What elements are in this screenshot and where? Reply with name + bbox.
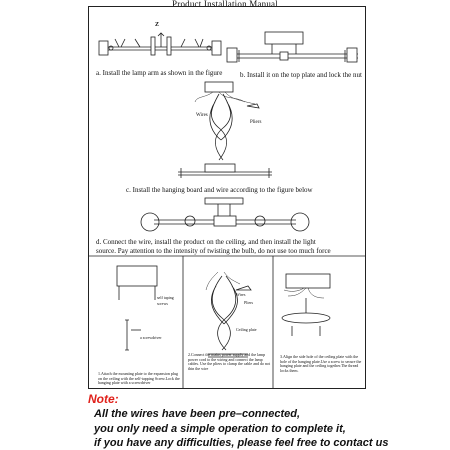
screws-label: screws xyxy=(157,301,168,306)
ceiling-plate-label: Ceiling plate xyxy=(236,327,257,332)
panel2-caption: 2.Connect the mains power supply and the lamp power cord to the wiring and connect the lamp cables. Use the pliers to clamp the cable and do not thin the wire xyxy=(188,352,271,371)
step-a-caption: a. Install the lamp arm as shown in the figure xyxy=(96,69,223,77)
step-b-caption: b. Install it on the top plate and lock the nut xyxy=(240,71,362,79)
manual-title: Product Installation Manual xyxy=(172,0,278,9)
hanging-board-figure xyxy=(175,78,275,188)
note-line-3: if you have any difficulties, please feel free to contact us xyxy=(94,437,389,449)
step-d-caption-line1: d. Connect the wire, install the product on the ceiling, and then install the light xyxy=(96,238,316,246)
note-line-2: you only need a simple operation to complete it, xyxy=(94,423,346,435)
arrow-z-label: Z xyxy=(155,22,160,28)
panel3-caption: 3.Align the side hole of the ceiling plate with the hole of the hanging plate.Use a screw to secure the hanging plate and the ceiling together.The thread locks them. xyxy=(280,354,362,373)
panel1-caption: 1.Attach the mounting plate to the expansion plug on the ceiling with the self-tapping Screw.Lock the hanging plate with a screwdriver xyxy=(98,371,180,385)
panel1-figure xyxy=(95,258,180,368)
self-tapping-label: self taping xyxy=(157,295,174,300)
top-plate-figure xyxy=(225,30,360,75)
pliers-label-top: Pliers xyxy=(250,120,262,125)
pliers-label-panel: Pliers xyxy=(244,300,254,305)
fixture-figure xyxy=(140,196,310,238)
step-d-caption-line2: source. Pay attention to the intensity of twisting the bulb, do not use too much force xyxy=(96,247,331,255)
wires-label-top: Wires xyxy=(196,113,208,118)
note-label: Note: xyxy=(88,392,119,406)
panel3-figure xyxy=(276,262,364,352)
wires-label-panel: Wires xyxy=(236,292,246,297)
screwdriver-label: a screwdriver xyxy=(140,335,162,340)
note-line-1: All the wires have been pre–connected, xyxy=(94,408,301,420)
step-c-caption: c. Install the hanging board and wire according to the figure below xyxy=(126,186,313,194)
lamp-arm-figure xyxy=(95,25,225,65)
